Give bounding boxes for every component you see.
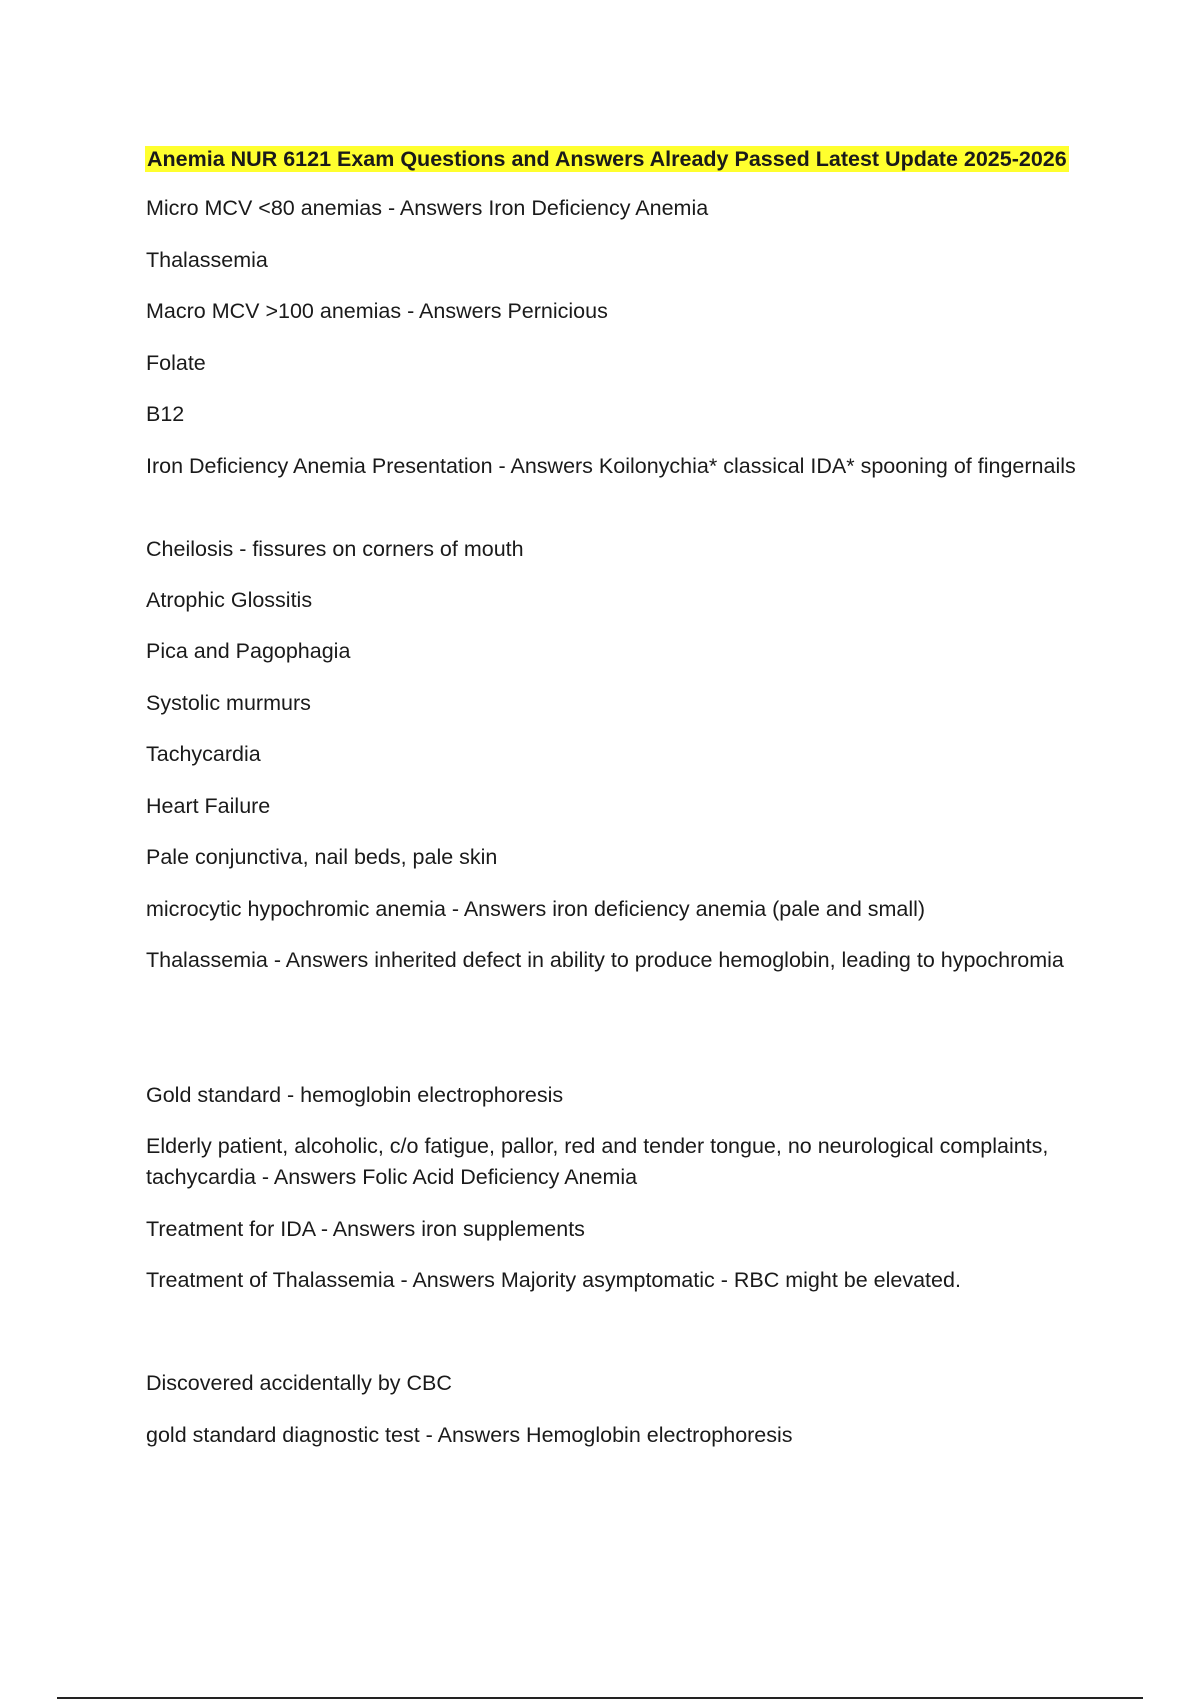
text-line: Treatment for IDA - Answers iron supplements — [146, 1217, 585, 1241]
text-line: Macro MCV >100 anemias - Answers Pernicious — [146, 299, 608, 323]
footer-divider — [57, 1697, 1143, 1699]
highlighted-title-text: Anemia NUR 6121 Exam Questions and Answers Already Passed Latest Update 2025-2026 — [147, 147, 1067, 171]
text-line: Thalassemia - Answers inherited defect in ability to produce hemoglobin, leading to hypochromia — [146, 948, 1064, 972]
page-title — [145, 145, 1069, 173]
text-line: microcytic hypochromic anemia - Answers iron deficiency anemia (pale and small) — [146, 897, 926, 921]
text-line: Folate — [146, 351, 206, 375]
text-line: Atrophic Glossitis — [146, 588, 313, 612]
text-line: Thalassemia — [146, 248, 268, 272]
text-line: gold standard diagnostic test - Answers Hemoglobin electrophoresis — [146, 1423, 793, 1447]
text-line: Treatment of Thalassemia - Answers Majority asymptomatic - RBC might be elevated. — [146, 1268, 961, 1292]
text-line: Elderly patient, alcoholic, c/o fatigue, pallor, red and tender tongue, no neurological complaints, tachycardia - Answers Folic Acid Deficiency Anemia — [146, 1134, 1049, 1189]
text-line: Iron Deficiency Anemia Presentation - Answers Koilonychia* classical IDA* spooning of fingernails — [146, 454, 1076, 478]
text-line: Systolic murmurs — [146, 691, 311, 715]
text-line: B12 — [146, 402, 185, 426]
text-line: Discovered accidentally by CBC — [146, 1371, 452, 1395]
text-line: Tachycardia — [146, 742, 261, 766]
text-line: Pale conjunctiva, nail beds, pale skin — [146, 845, 498, 869]
text-line: Heart Failure — [146, 794, 271, 818]
text-line: Cheilosis - fissures on corners of mouth — [146, 537, 524, 561]
text-line: Micro MCV <80 anemias - Answers Iron Deficiency Anemia — [146, 196, 709, 220]
text-line: Gold standard - hemoglobin electrophoresis — [146, 1083, 564, 1107]
text-line: Pica and Pagophagia — [146, 639, 351, 663]
